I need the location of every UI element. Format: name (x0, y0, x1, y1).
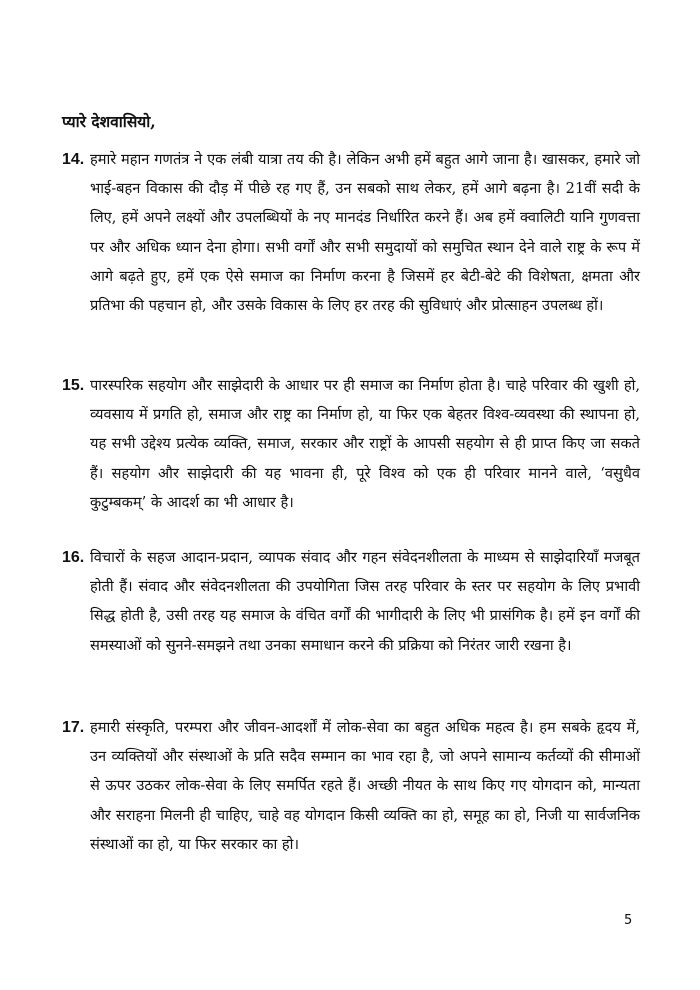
paragraph-number: 14. (62, 151, 85, 168)
paragraph-16 (62, 543, 640, 660)
paragraph-number: 15. (62, 377, 85, 394)
paragraph-number: 16. (62, 549, 85, 566)
paragraph-17 (62, 713, 640, 859)
page-number: 5 (624, 913, 633, 928)
paragraph-text: हमारी संस्कृति, परम्परा और जीवन-आदर्शों में लोक-सेवा का बहुत अधिक महत्व है। हम सबके हृदय में, उन व्यक्तियों और संस्थाओं के प्रति सदैव सम्मान का भाव रहा है, जो अपने सामान्य कर्तव्यों की सीमाओं से ऊपर उठकर लोक-सेवा के लिए समर्पित रहते हैं। अच्छी नीयत के साथ किए गए योगदान को, मान्यता और सराहना मिलनी ही चाहिए, चाहे वह योगदान किसी व्यक्ति का हो, समूह का हो, निजी या सार्वजनिक संस्थाओं का हो, या फिर सरकार का हो। (90, 719, 640, 853)
paragraph-text: हमारे महान गणतंत्र ने एक लंबी यात्रा तय की है। लेकिन अभी हमें बहुत आगे जाना है। खासकर, हमारे जो भाई-बहन विकास की दौड़ में पीछे रह गए हैं, उन सबको साथ लेकर, हमें आगे बढ़ना है। 21वीं सदी के लिए, हमें अपने लक्ष्यों और उपलब्धियों के नए मानदंड निर्धारित करने हैं। अब हमें क्वालिटी यानि गुणवत्ता पर और अधिक ध्यान देना होगा। सभी वर्गों और सभी समुदायों को समुचित स्थान देने वाले राष्ट्र के रूप में आगे बढ़ते हुए, हमें एक ऐसे समाज का निर्माण करना है जिसमें हर बेटी-बेटे की विशेषता, क्षमता और प्रतिभा की पहचान हो, और उसके विकास के लिए हर तरह की सुविधाएं और प्रोत्साहन उपलब्ध हों। (90, 151, 640, 315)
salutation: प्यारे देशवासियो, (62, 112, 156, 131)
paragraph-number: 17. (62, 719, 85, 736)
paragraph-text: विचारों के सहज आदान-प्रदान, व्यापक संवाद और गहन संवेदनशीलता के माध्यम से साझेदारियाँ मजबूत होती हैं। संवाद और संवेदनशीलता की उपयोगिता जिस तरह परिवार के स्तर पर सहयोग के लिए प्रभावी सिद्ध होती है, उसी तरह यह समाज के वंचित वर्गों की भागीदारी के लिए भी प्रासंगिक है। हमें इन वर्गों की समस्याओं को सुनने-समझने तथा उनका समाधान करने की प्रक्रिया को निरंतर जारी रखना है। (90, 549, 640, 654)
paragraph-15 (62, 371, 640, 517)
paragraph-14 (62, 145, 640, 320)
paragraph-text: पारस्परिक सहयोग और साझेदारी के आधार पर ही समाज का निर्माण होता है। चाहे परिवार की खुशी हो, व्यवसाय में प्रगति हो, समाज और राष्ट्र का निर्माण हो, या फिर एक बेहतर विश्व-व्यवस्था की स्थापना हो, यह सभी उद्देश्य प्रत्येक व्यक्ति, समाज, सरकार और राष्ट्रों के आपसी सहयोग से ही प्राप्त किए जा सकते हैं। सहयोग और साझेदारी की यह भावना ही, पूरे विश्व को एक ही परिवार मानने वाले, ‘वसुधैव कुटुम्बकम्’ के आदर्श का भी आधार है। (90, 377, 640, 511)
